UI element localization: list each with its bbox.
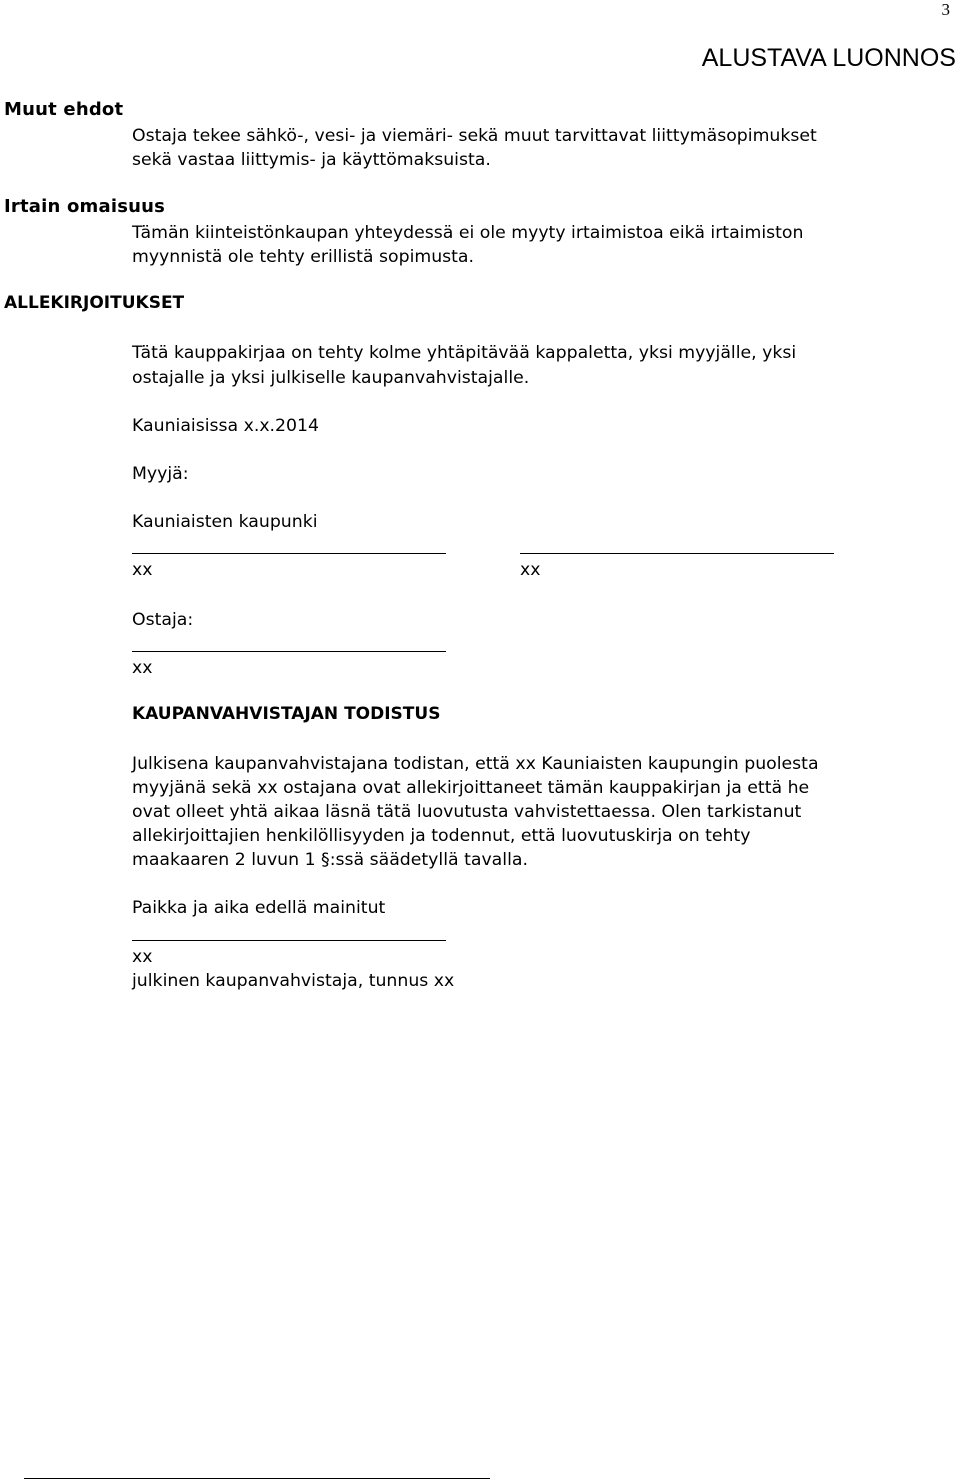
allekirjoitukset-line-1: Tätä kauppakirjaa on tehty kolme yhtäpitävää kappaletta, yksi myyjälle, yksi: [132, 343, 797, 363]
todistus-line-3: ovat olleet yhtä aikaa läsnä tätä luovutusta vahvistettaessa. Olen tarkistanut: [132, 802, 802, 822]
page-number: 3: [941, 0, 950, 19]
todistus-line-4: allekirjoittajien henkilöllisyyden ja todennut, että luovutuskirja on tehty: [132, 826, 751, 846]
section-heading-allekirjoitukset: ALLEKIRJOITUKSET: [4, 293, 185, 313]
buyer-signature-line: [132, 651, 446, 652]
todistus-line-2: myyjänä sekä xx ostajana ovat allekirjoittaneet tämän kauppakirjan ja että he: [132, 778, 810, 798]
section-heading-todistus: KAUPANVAHVISTAJAN TODISTUS: [132, 704, 441, 724]
irtain-omaisuus-line-2: myynnistä ole tehty erillistä sopimusta.: [132, 247, 475, 267]
seller-label: Myyjä:: [132, 464, 189, 484]
draft-label: ALUSTAVA LUONNOS: [701, 44, 956, 72]
section-heading-irtain-omaisuus: Irtain omaisuus: [4, 196, 166, 217]
seller-name: Kauniaisten kaupunki: [132, 512, 318, 532]
notary-title: julkinen kaupanvahvistaja, tunnus xx: [132, 971, 455, 991]
todistus-line-5: maakaaren 2 luvun 1 §:ssä säädetyllä tavalla.: [132, 850, 528, 870]
seller-signature-line-1: [132, 553, 446, 554]
seller-signer-1: xx: [132, 560, 153, 580]
irtain-omaisuus-line-1: Tämän kiinteistönkaupan yhteydessä ei ole myyty irtaimistoa eikä irtaimiston: [132, 223, 804, 243]
allekirjoitukset-line-2: ostajalle ja yksi julkiselle kaupanvahvistajalle.: [132, 368, 530, 388]
place-and-date: Kauniaisissa x.x.2014: [132, 416, 320, 436]
notary-signature-line: [132, 940, 446, 941]
buyer-label: Ostaja:: [132, 610, 194, 630]
todistus-line-1: Julkisena kaupanvahvistajana todistan, että xx Kauniaisten kaupungin puolesta: [132, 754, 819, 774]
section-heading-muut-ehdot: Muut ehdot: [4, 99, 124, 120]
seller-signature-line-2: [520, 553, 834, 554]
notary-name: xx: [132, 947, 153, 967]
muut-ehdot-line-1: Ostaja tekee sähkö-, vesi- ja viemäri- sekä muut tarvittavat liittymäsopimukset: [132, 126, 817, 146]
seller-signer-2: xx: [520, 560, 541, 580]
buyer-signer: xx: [132, 658, 153, 678]
muut-ehdot-line-2: sekä vastaa liittymis- ja käyttömaksuista.: [132, 150, 491, 170]
place-and-time: Paikka ja aika edellä mainitut: [132, 898, 386, 918]
footer-rule: [24, 1478, 490, 1479]
